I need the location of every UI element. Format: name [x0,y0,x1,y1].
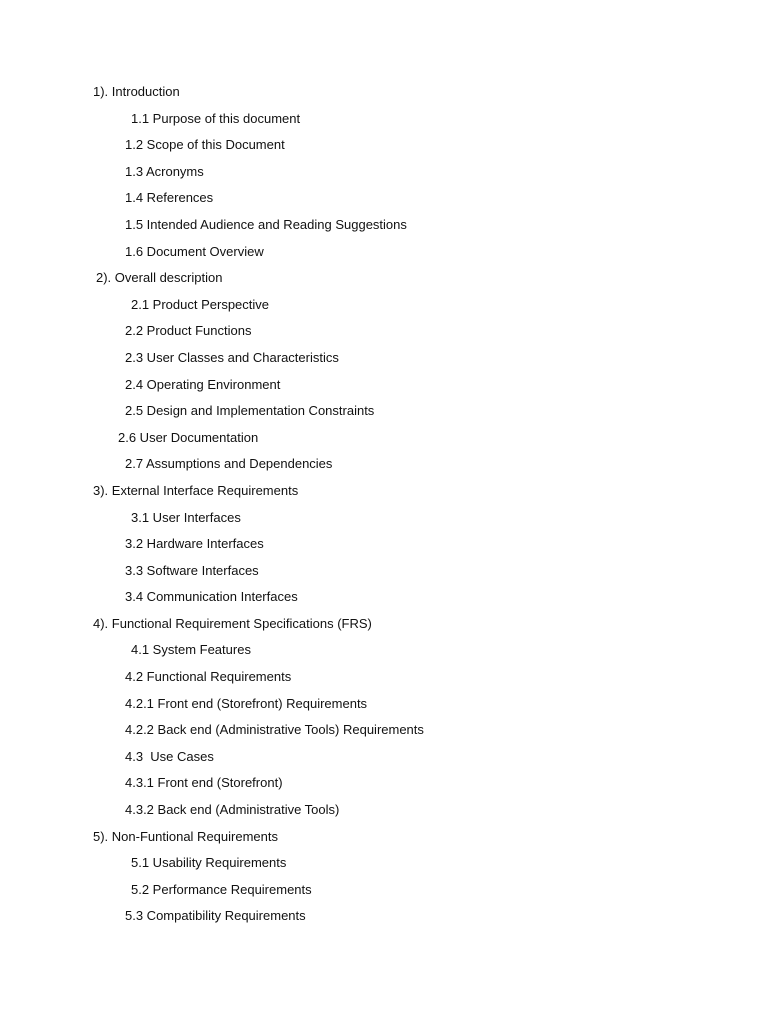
toc-section-4-functional-requirements: 4). Functional Requirement Specifications (FRS) [93,615,372,631]
toc-entry-3-1: 3.1 User Interfaces [131,509,241,525]
toc-entry-3-4: 3.4 Communication Interfaces [125,589,298,605]
toc-entry-2-5: 2.5 Design and Implementation Constraints [125,403,375,419]
toc-section-2-overall-description: 2). Overall description [96,270,223,286]
toc-entry-2-1: 2.1 Product Perspective [131,296,270,312]
table-of-contents [0,82,768,933]
toc-entry-4-2-2: 4.2.2 Back end (Administrative Tools) Requirements [125,722,424,738]
toc-entry-1-3: 1.3 Acronyms [125,163,204,179]
toc-entry-1-6: 1.6 Document Overview [125,243,264,259]
toc-entry-5-1: 5.1 Usability Requirements [131,855,287,871]
toc-entry-2-4: 2.4 Operating Environment [125,376,281,392]
toc-entry-1-4: 1.4 References [125,190,214,206]
toc-entry-5-3: 5.3 Compatibility Requirements [125,908,306,924]
toc-entry-4-2: 4.2 Functional Requirements [125,669,292,685]
toc-entry-4-3-1: 4.3.1 Front end (Storefront) [125,775,283,791]
toc-entry-2-6: 2.6 User Documentation [118,429,259,445]
toc-entry-4-3: 4.3 Use Cases [125,748,214,764]
toc-entry-4-1: 4.1 System Features [131,642,251,658]
toc-entry-3-2: 3.2 Hardware Interfaces [125,536,264,552]
toc-entry-4-3-2: 4.3.2 Back end (Administrative Tools) [125,802,340,818]
toc-entry-3-3: 3.3 Software Interfaces [125,562,259,578]
toc-entry-1-2: 1.2 Scope of this Document [125,137,285,153]
toc-section-3-external-interface: 3). External Interface Requirements [93,482,299,498]
toc-section-5-non-functional: 5). Non-Funtional Requirements [93,828,278,844]
toc-section-1-introduction: 1). Introduction [93,84,180,99]
toc-entry-1-1: 1.1 Purpose of this document [131,110,301,126]
toc-entry-2-3: 2.3 User Classes and Characteristics [125,349,339,365]
toc-entry-2-2: 2.2 Product Functions [125,323,252,339]
toc-entry-4-2-1: 4.2.1 Front end (Storefront) Requirements [125,695,368,711]
toc-entry-2-7: 2.7 Assumptions and Dependencies [125,456,333,472]
toc-entry-5-2: 5.2 Performance Requirements [131,881,312,897]
toc-entry-1-5: 1.5 Intended Audience and Reading Suggestions [125,216,407,232]
